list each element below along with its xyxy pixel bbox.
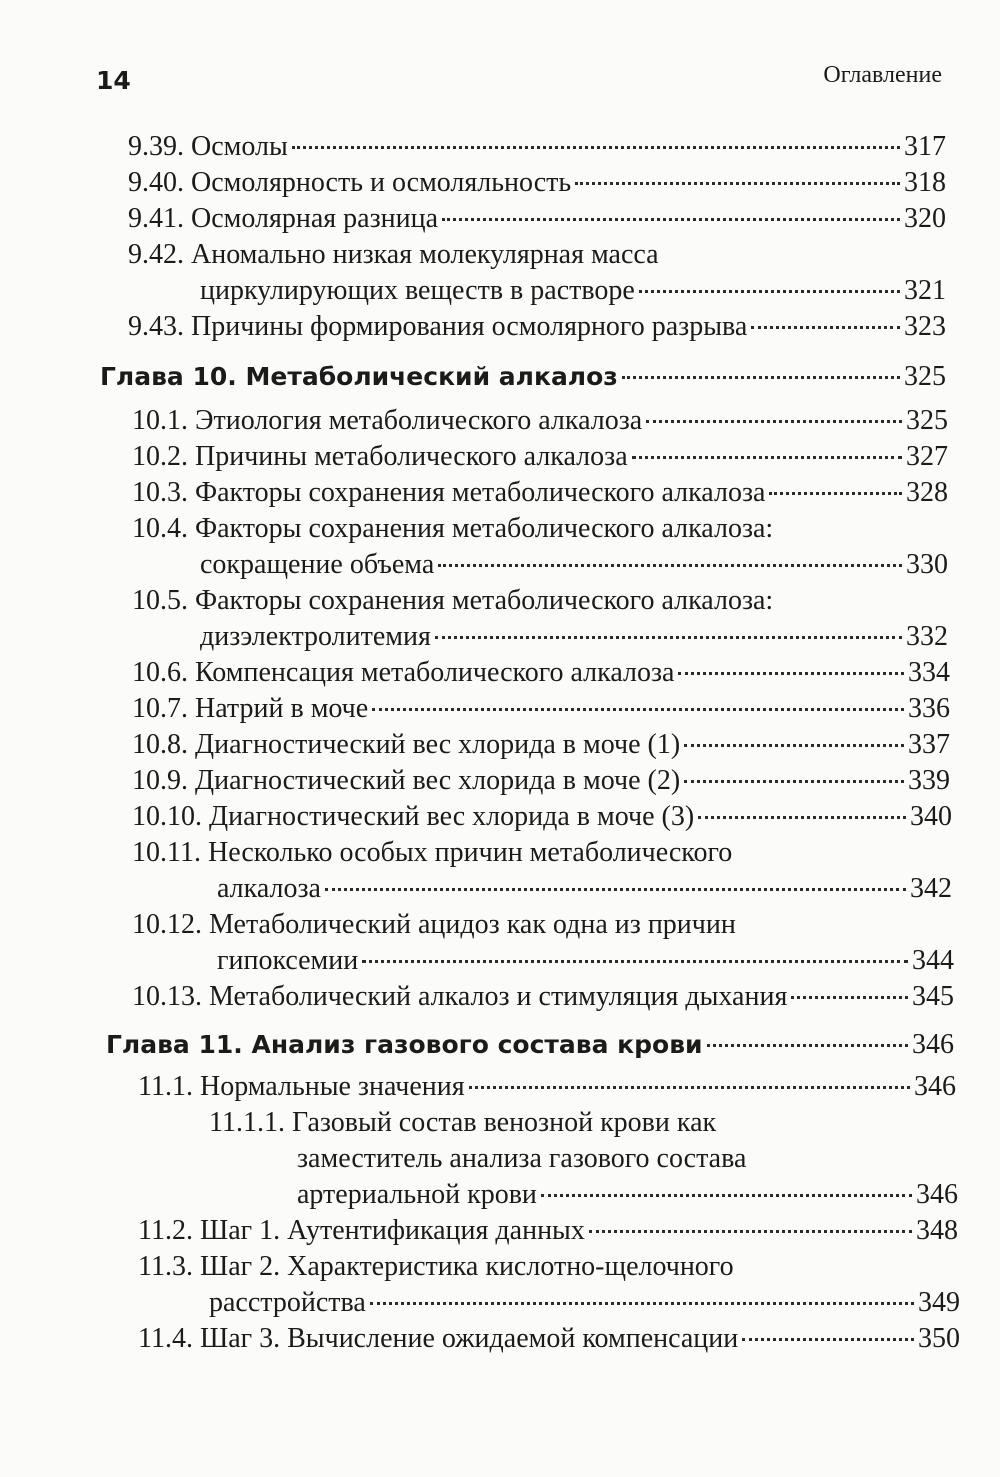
toc-entry-10-8[interactable] [132, 728, 950, 762]
entry-number: 11.1.1. [209, 1107, 285, 1138]
entry-title: Диагностический вес хлорида в моче (2) [195, 765, 681, 796]
entry-title-continued: расстройства [209, 1287, 366, 1318]
entry-page: 346 [912, 1029, 954, 1060]
toc-entry-10-1[interactable] [132, 404, 948, 438]
toc-entry-10-11[interactable] [217, 872, 952, 906]
entry-number: 10.13. [132, 981, 202, 1012]
entry-title: Осмолы [191, 131, 288, 162]
dot-leader [684, 744, 904, 747]
page-number: 14 [96, 66, 131, 95]
toc-entry-9-42-line1[interactable] [128, 238, 659, 272]
dot-leader [541, 1194, 912, 1197]
entry-title-continued: алкалоза [217, 873, 321, 904]
entry-page: 339 [908, 765, 950, 796]
entry-title: Факторы сохранения метаболического алкалоза: [195, 585, 774, 616]
entry-title: Осмолярная разница [191, 203, 439, 234]
toc-chapter-11[interactable] [106, 1028, 954, 1062]
toc-entry-11-2[interactable] [138, 1214, 958, 1248]
entry-title: Причины метаболического алкалоза [195, 441, 628, 472]
toc-entry-11-3-line1[interactable] [138, 1250, 734, 1284]
entry-page: 321 [904, 275, 946, 306]
entry-number: 11.1. [138, 1071, 193, 1102]
toc-entry-10-3[interactable] [132, 476, 948, 510]
entry-number: 10.11. [132, 837, 201, 868]
entry-page: 346 [916, 1179, 958, 1210]
toc-entry-11-1-1[interactable] [297, 1178, 958, 1212]
entry-number: 9.42. [128, 239, 184, 270]
entry-number: 10.10. [132, 801, 202, 832]
dot-leader [646, 420, 902, 423]
entry-title: Аномально низкая молекулярная масса [191, 239, 659, 270]
entry-title: Натрий в моче [195, 693, 369, 724]
toc-entry-10-12-line1[interactable] [132, 908, 736, 942]
entry-page: 328 [906, 477, 948, 508]
dot-leader [684, 780, 904, 783]
dot-leader [742, 1338, 914, 1341]
toc-entry-9-42[interactable] [200, 274, 946, 308]
dot-leader [632, 456, 902, 459]
toc-entry-10-9[interactable] [132, 764, 950, 798]
dot-leader [639, 290, 900, 293]
entry-title: Несколько особых причин метаболического [207, 837, 733, 868]
toc-entry-11-3[interactable] [209, 1286, 960, 1320]
entry-number: 9.40. [128, 167, 184, 198]
entry-page: 320 [904, 203, 946, 234]
entry-page: 330 [906, 549, 948, 580]
entry-page: 325 [906, 405, 948, 436]
entry-page: 323 [904, 311, 946, 342]
entry-number: 11.4. [138, 1323, 193, 1354]
entry-title-continued: гипоксемии [217, 945, 359, 976]
toc-entry-11-1-1-line1[interactable] [209, 1106, 716, 1140]
dot-leader [469, 1086, 910, 1089]
dot-leader [791, 996, 908, 999]
entry-page: 350 [918, 1323, 960, 1354]
entry-page: 342 [910, 873, 952, 904]
entry-title-continued: артериальной крови [297, 1179, 537, 1210]
entry-page: 317 [904, 131, 946, 162]
entry-number: 10.1. [132, 405, 188, 436]
toc-entry-10-12[interactable] [217, 944, 954, 978]
dot-leader [589, 1230, 912, 1233]
running-title: Оглавление [823, 62, 942, 88]
entry-title: Факторы сохранения метаболического алкалоза: [195, 513, 774, 544]
entry-title: Нормальные значения [199, 1071, 465, 1102]
toc-entry-10-5-line1[interactable] [132, 584, 773, 618]
entry-title-continued: сокращение объема [200, 549, 435, 580]
toc-entry-10-5[interactable] [200, 620, 948, 654]
dot-leader [370, 1302, 914, 1305]
entry-title: Шаг 1. Аутентификация данных [199, 1215, 585, 1246]
entry-number: 10.6. [132, 657, 188, 688]
entry-title: Причины формирования осмолярного разрыва [191, 311, 748, 342]
entry-number: 9.39. [128, 131, 184, 162]
entry-page: 334 [908, 657, 950, 688]
dot-leader [442, 218, 900, 221]
entry-number: 10.3. [132, 477, 188, 508]
dot-leader [575, 182, 900, 185]
toc-entry-10-10[interactable] [132, 800, 952, 834]
dot-leader [678, 672, 904, 675]
entry-title-continued: заместитель анализа газового состава [297, 1143, 747, 1174]
dot-leader [292, 146, 900, 149]
entry-number: 9.41. [128, 203, 184, 234]
entry-number: 10.4. [132, 513, 188, 544]
entry-number: 10.5. [132, 585, 188, 616]
entry-page: 340 [910, 801, 952, 832]
entry-title-continued: циркулирующих веществ в растворе [200, 275, 635, 306]
entry-page: 345 [912, 981, 954, 1012]
entry-page: 349 [918, 1287, 960, 1318]
entry-page: 336 [908, 693, 950, 724]
entry-page: 337 [908, 729, 950, 760]
toc-entry-9-43[interactable] [128, 310, 946, 344]
toc-entry-10-13[interactable] [132, 980, 954, 1014]
dot-leader [325, 888, 906, 891]
dot-leader [372, 708, 904, 711]
toc-entry-10-2[interactable] [132, 440, 948, 474]
entry-title: Газовый состав венозной крови как [291, 1107, 717, 1138]
entry-number: 10.8. [132, 729, 188, 760]
toc-entry-9-41[interactable] [128, 202, 946, 236]
entry-title: Диагностический вес хлорида в моче (3) [209, 801, 695, 832]
entry-title: Этиология метаболического алкалоза [195, 405, 643, 436]
entry-number: 11.2. [138, 1215, 193, 1246]
dot-leader [769, 492, 902, 495]
entry-number: 9.43. [128, 311, 184, 342]
toc-entry-10-6[interactable] [132, 656, 950, 690]
entry-number: 10.7. [132, 693, 188, 724]
toc-entry-10-4-line1[interactable] [132, 512, 773, 546]
dot-leader [698, 816, 906, 819]
toc-entry-9-40[interactable] [128, 166, 946, 200]
dot-leader [751, 326, 900, 329]
toc-chapter-10[interactable] [100, 360, 946, 394]
entry-title: Диагностический вес хлорида в моче (1) [195, 729, 681, 760]
entry-page: 332 [906, 621, 948, 652]
toc-entry-10-7[interactable] [132, 692, 950, 726]
entry-page: 325 [904, 361, 946, 392]
toc-entry-10-11-line1[interactable] [132, 836, 732, 870]
entry-number: 10.9. [132, 765, 188, 796]
chapter-title: Глава 10. Метаболический алкалоз [100, 362, 618, 391]
entry-page: 327 [906, 441, 948, 472]
dot-leader [707, 1044, 908, 1047]
dot-leader [362, 960, 908, 963]
entry-title: Осмолярность и осмоляльность [191, 167, 572, 198]
dot-leader [622, 376, 900, 379]
entry-title: Факторы сохранения метаболического алкалоза [195, 477, 766, 508]
entry-number: 11.3. [138, 1251, 193, 1282]
toc-entry-10-4[interactable] [200, 548, 948, 582]
entry-page: 344 [912, 945, 954, 976]
entry-title-continued: дизэлектролитемия [200, 621, 431, 652]
toc-entry-11-1-1-line2[interactable] [297, 1142, 746, 1176]
toc-entry-11-1[interactable] [138, 1070, 956, 1104]
entry-title: Компенсация метаболического алкалоза [195, 657, 675, 688]
entry-title: Шаг 3. Вычисление ожидаемой компенсации [199, 1323, 739, 1354]
chapter-title: Глава 11. Анализ газового состава крови [106, 1030, 703, 1059]
toc-entry-11-4[interactable] [138, 1322, 960, 1356]
toc-entry-9-39[interactable] [128, 130, 946, 164]
entry-number: 10.12. [132, 909, 202, 940]
entry-title: Метаболический алкалоз и стимуляция дыхания [209, 981, 788, 1012]
entry-page: 318 [904, 167, 946, 198]
entry-number: 10.2. [132, 441, 188, 472]
entry-page: 348 [916, 1215, 958, 1246]
entry-title: Шаг 2. Характеристика кислотно-щелочного [199, 1251, 734, 1282]
dot-leader [435, 636, 902, 639]
entry-page: 346 [914, 1071, 956, 1102]
entry-title: Метаболический ацидоз как одна из причин [209, 909, 736, 940]
dot-leader [438, 564, 902, 567]
